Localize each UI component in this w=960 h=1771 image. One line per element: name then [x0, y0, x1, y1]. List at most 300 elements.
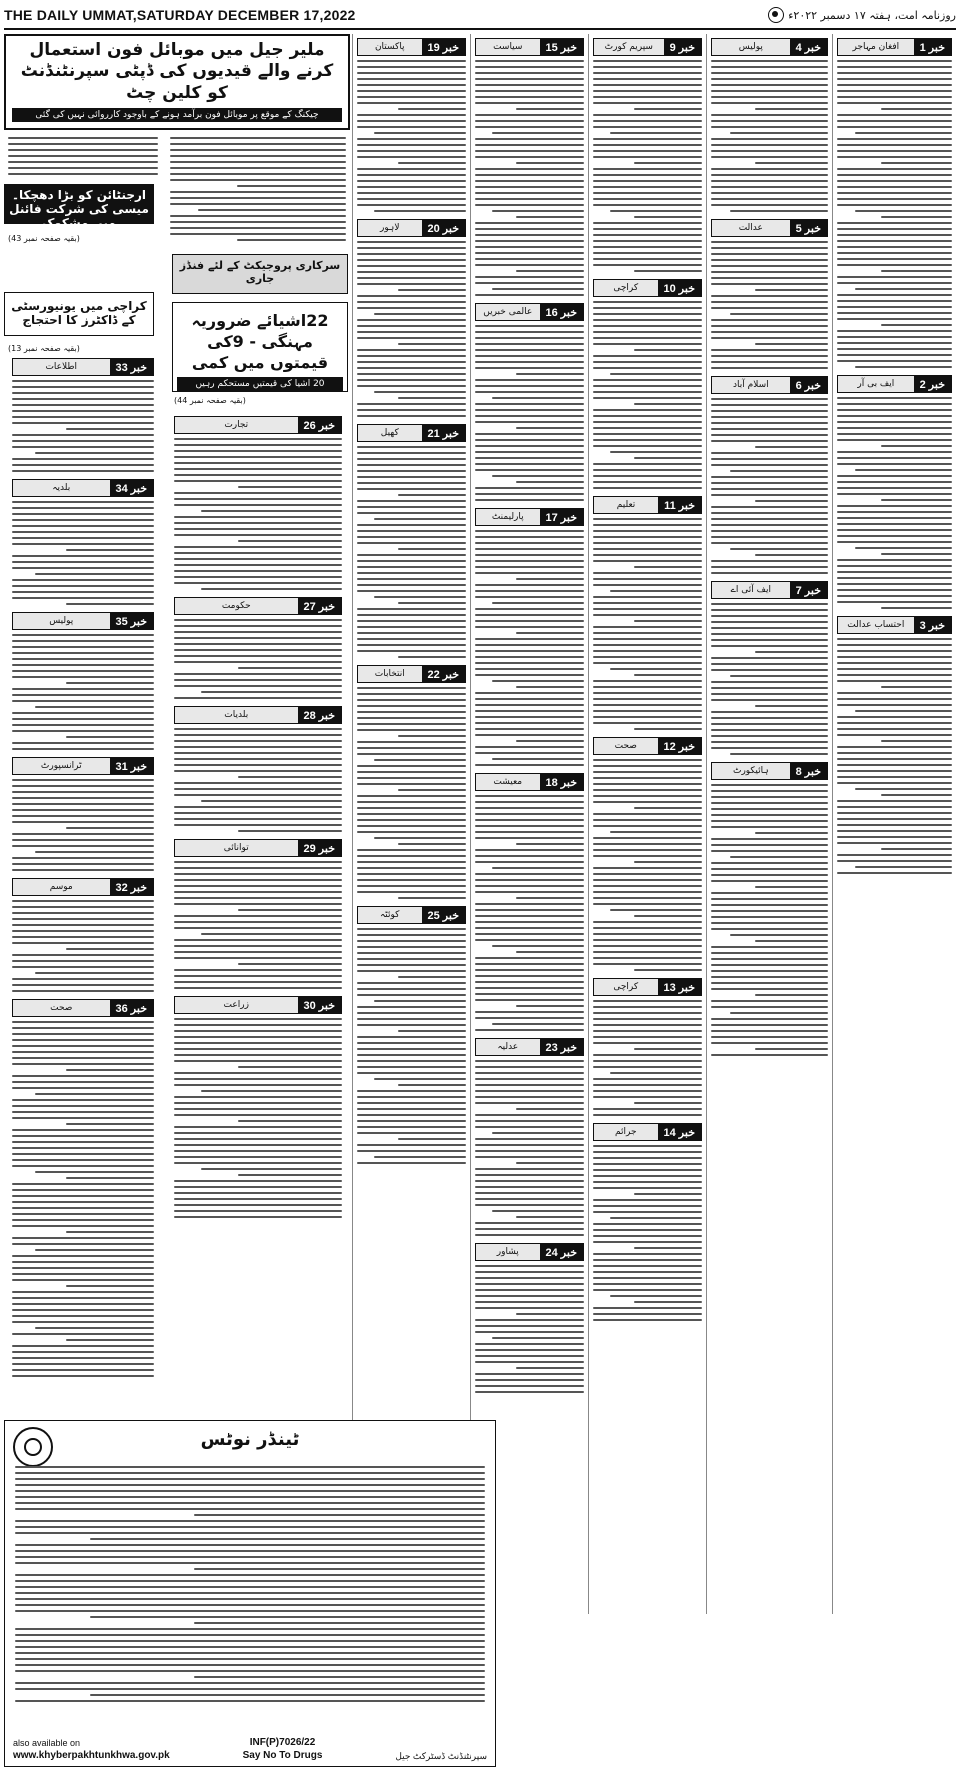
text-line — [610, 831, 702, 833]
text-line — [174, 697, 342, 699]
text-line — [593, 1265, 702, 1267]
text-line — [12, 404, 154, 406]
text-line — [837, 312, 952, 314]
text-line — [398, 789, 466, 791]
lead-story-box — [4, 34, 350, 130]
text-line — [475, 855, 584, 857]
text-line — [593, 1223, 702, 1225]
text-line — [174, 1036, 342, 1038]
text-line — [711, 844, 828, 846]
text-line — [837, 397, 952, 399]
tender-footer-left — [13, 1738, 170, 1762]
news-item-body — [593, 300, 702, 490]
text-line — [357, 825, 466, 827]
text-line — [837, 180, 952, 182]
text-line — [15, 1580, 485, 1582]
text-line — [475, 1265, 584, 1267]
text-line — [837, 354, 952, 356]
text-line — [15, 1628, 485, 1630]
text-line — [837, 764, 952, 766]
news-item-category: تجارت — [175, 417, 298, 433]
text-line — [593, 313, 702, 315]
news-item-body — [357, 927, 466, 1165]
text-line — [357, 72, 466, 74]
text-line — [711, 729, 828, 731]
text-line — [593, 843, 702, 845]
text-line — [475, 379, 584, 381]
text-line — [357, 783, 466, 785]
text-line — [174, 1210, 342, 1212]
text-line — [194, 1514, 485, 1516]
text-line — [12, 1033, 154, 1035]
text-line — [475, 1343, 584, 1345]
text-line — [12, 815, 154, 817]
text-line — [837, 258, 952, 260]
text-line — [610, 1217, 702, 1219]
text-line — [593, 1163, 702, 1165]
news-item-category: ایف آئی اے — [712, 582, 790, 598]
text-line — [516, 270, 584, 272]
text-line — [711, 639, 828, 641]
text-line — [881, 499, 952, 501]
text-line — [475, 1385, 584, 1387]
text-line — [12, 1075, 154, 1077]
text-line — [357, 867, 466, 869]
news-item-body — [593, 758, 702, 972]
text-line — [593, 192, 702, 194]
text-line — [12, 1045, 154, 1047]
text-line — [634, 1048, 702, 1050]
text-line — [12, 1273, 154, 1275]
text-line — [357, 1060, 466, 1062]
text-line — [711, 645, 828, 647]
text-line — [711, 946, 828, 948]
text-line — [837, 204, 952, 206]
text-line — [174, 1150, 342, 1152]
text-line — [90, 1694, 485, 1696]
news-item-body — [12, 778, 154, 872]
text-line — [711, 838, 828, 840]
text-line — [593, 361, 702, 363]
masthead-english: THE DAILY UMMAT,SATURDAY DECEMBER 17,2022 — [4, 7, 356, 23]
text-line — [492, 1132, 584, 1134]
news-item-header — [357, 906, 466, 924]
text-line — [730, 675, 828, 677]
text-line — [837, 90, 952, 92]
text-line — [475, 1349, 584, 1351]
text-line — [12, 1261, 154, 1263]
news-item-header — [593, 1123, 702, 1141]
news-item-header — [593, 496, 702, 514]
text-line — [357, 819, 466, 821]
text-line — [593, 602, 702, 604]
text-line — [711, 271, 828, 273]
text-line — [357, 1048, 466, 1050]
text-line — [174, 468, 342, 470]
text-line — [837, 409, 952, 411]
text-line — [398, 108, 466, 110]
text-line — [593, 951, 702, 953]
text-line — [593, 891, 702, 893]
text-line — [475, 1066, 584, 1068]
text-line — [12, 416, 154, 418]
news-item-header — [12, 757, 154, 775]
text-line — [357, 1012, 466, 1014]
text-line — [593, 1235, 702, 1237]
text-line — [475, 1120, 584, 1122]
text-line — [475, 138, 584, 140]
text-line — [475, 668, 584, 670]
text-line — [35, 706, 154, 708]
text-line — [174, 1084, 342, 1086]
text-line — [593, 560, 702, 562]
text-line — [837, 264, 952, 266]
text-line — [15, 1484, 485, 1486]
text-line — [593, 301, 702, 303]
text-line — [593, 903, 702, 905]
text-line — [475, 445, 584, 447]
text-line — [357, 717, 466, 719]
text-line — [475, 969, 584, 971]
news-item-body — [593, 999, 702, 1117]
text-line — [174, 661, 342, 663]
text-line — [837, 511, 952, 513]
text-line — [837, 752, 952, 754]
text-line — [837, 577, 952, 579]
text-line — [12, 1267, 154, 1269]
text-line — [711, 566, 828, 568]
text-line — [357, 319, 466, 321]
text-line — [755, 1048, 828, 1050]
text-line — [357, 928, 466, 930]
text-line — [475, 391, 584, 393]
text-line — [711, 1042, 828, 1044]
text-line — [837, 674, 952, 676]
text-line — [475, 355, 584, 357]
text-line — [12, 1225, 154, 1227]
text-line — [12, 1141, 154, 1143]
news-column-7 — [706, 34, 832, 1614]
masthead — [4, 2, 956, 30]
text-line — [475, 349, 584, 351]
tender-available-on: also available on — [13, 1738, 81, 1749]
text-line — [357, 470, 466, 472]
text-line — [837, 168, 952, 170]
text-line — [194, 1676, 485, 1678]
text-line — [12, 1351, 154, 1353]
text-line — [837, 644, 952, 646]
text-line — [593, 1289, 702, 1291]
text-line — [357, 174, 466, 176]
text-line — [238, 909, 342, 911]
text-line — [593, 1205, 702, 1207]
text-line — [593, 391, 702, 393]
text-line — [475, 548, 584, 550]
text-line — [12, 1105, 154, 1107]
text-line — [357, 861, 466, 863]
text-line — [12, 464, 154, 466]
text-line — [475, 1198, 584, 1200]
text-line — [475, 276, 584, 278]
text-line — [66, 428, 154, 430]
news-item — [8, 995, 158, 1380]
news-item — [353, 420, 470, 661]
text-line — [711, 434, 828, 436]
text-line — [15, 1544, 485, 1546]
news-item-number: خبر 22 — [422, 666, 466, 682]
text-line — [475, 831, 584, 833]
text-line — [475, 1373, 584, 1375]
news-item-body — [593, 517, 702, 731]
text-line — [711, 355, 828, 357]
text-line — [174, 1108, 342, 1110]
text-line — [174, 474, 342, 476]
text-line — [837, 559, 952, 561]
text-line — [398, 602, 466, 604]
text-line — [174, 1132, 342, 1134]
text-line — [711, 814, 828, 816]
text-line — [35, 1249, 154, 1251]
news-item-header — [711, 376, 828, 394]
text-line — [90, 1616, 485, 1618]
text-line — [593, 819, 702, 821]
text-line — [357, 584, 466, 586]
text-line — [8, 137, 158, 139]
news-item-header — [357, 38, 466, 56]
text-line — [357, 813, 466, 815]
text-line — [174, 806, 342, 808]
text-line — [12, 821, 154, 823]
lead-text-left — [8, 136, 158, 176]
text-line — [357, 307, 466, 309]
text-line — [12, 984, 154, 986]
text-line — [837, 120, 952, 122]
text-line — [475, 921, 584, 923]
text-line — [837, 282, 952, 284]
price-headline: 22اشیائے ضروریہ مہنگی - 9کی قیمتوں میں کمی — [191, 311, 329, 372]
text-line — [711, 1036, 828, 1038]
text-line — [475, 168, 584, 170]
text-line — [357, 367, 466, 369]
text-line — [475, 1126, 584, 1128]
text-line — [12, 1201, 154, 1203]
text-line — [12, 640, 154, 642]
text-line — [475, 939, 584, 941]
text-line — [398, 1138, 466, 1140]
text-line — [475, 96, 584, 98]
text-line — [238, 1174, 342, 1176]
text-line — [855, 210, 952, 212]
text-line — [593, 554, 702, 556]
text-line — [475, 252, 584, 254]
text-line — [357, 572, 466, 574]
text-line — [12, 579, 154, 581]
text-line — [711, 970, 828, 972]
text-line — [357, 705, 466, 707]
text-line — [475, 385, 584, 387]
text-line — [492, 288, 584, 290]
text-line — [12, 1189, 154, 1191]
text-line — [634, 969, 702, 971]
text-line — [357, 349, 466, 351]
text-line — [711, 524, 828, 526]
text-line — [711, 560, 828, 562]
text-line — [593, 66, 702, 68]
text-line — [711, 988, 828, 990]
text-line — [475, 325, 584, 327]
text-line — [15, 1520, 485, 1522]
text-line — [837, 84, 952, 86]
text-line — [593, 168, 702, 170]
text-line — [730, 856, 828, 858]
text-line — [357, 488, 466, 490]
text-line — [357, 120, 466, 122]
text-line — [12, 513, 154, 515]
text-line — [593, 409, 702, 411]
text-line — [711, 144, 828, 146]
news-item-header — [357, 665, 466, 683]
text-line — [475, 1114, 584, 1116]
news-item-number: خبر 27 — [298, 598, 342, 614]
news-item-body — [711, 240, 828, 370]
text-line — [711, 72, 828, 74]
text-line — [475, 228, 584, 230]
text-line — [12, 519, 154, 521]
text-line — [15, 1646, 485, 1648]
text-line — [711, 687, 828, 689]
text-line — [593, 548, 702, 550]
text-line — [837, 144, 952, 146]
text-line — [374, 1000, 466, 1002]
text-line — [174, 655, 342, 657]
text-line — [837, 758, 952, 760]
text-line — [170, 215, 346, 217]
text-line — [174, 1144, 342, 1146]
text-line — [12, 531, 154, 533]
text-line — [475, 710, 584, 712]
text-line — [837, 433, 952, 435]
text-line — [475, 1078, 584, 1080]
text-line — [15, 1574, 485, 1576]
news-item — [8, 753, 158, 874]
text-line — [174, 450, 342, 452]
text-line — [475, 566, 584, 568]
news-item-number: خبر 15 — [540, 39, 584, 55]
left-col-stories — [8, 354, 158, 1380]
text-line — [357, 879, 466, 881]
news-item-category: جرائم — [594, 1124, 658, 1140]
text-line — [593, 415, 702, 417]
text-line — [593, 1030, 702, 1032]
news-item-category: افغان مہاجر — [838, 39, 914, 55]
text-line — [174, 528, 342, 530]
text-line — [593, 945, 702, 947]
text-line — [174, 534, 342, 536]
text-line — [357, 1162, 466, 1164]
text-line — [711, 259, 828, 261]
text-line — [174, 1180, 342, 1182]
text-line — [475, 174, 584, 176]
text-line — [12, 1135, 154, 1137]
text-line — [730, 548, 828, 550]
text-line — [711, 928, 828, 930]
text-line — [238, 830, 342, 832]
text-line — [174, 1138, 342, 1140]
news-item-number: خبر 12 — [658, 738, 702, 754]
text-line — [475, 1295, 584, 1297]
text-line — [475, 186, 584, 188]
text-line — [12, 1087, 154, 1089]
text-line — [170, 191, 346, 193]
text-line — [12, 1237, 154, 1239]
text-line — [12, 634, 154, 636]
text-line — [475, 337, 584, 339]
text-line — [398, 1084, 466, 1086]
news-item-number: خبر 13 — [658, 979, 702, 995]
text-line — [593, 1084, 702, 1086]
text-line — [12, 1219, 154, 1221]
text-line — [593, 771, 702, 773]
text-line — [357, 729, 466, 731]
text-line — [837, 583, 952, 585]
news-item — [353, 215, 470, 420]
text-line — [12, 839, 154, 841]
sub-ref-1: (بقیہ صفحہ نمبر 13) — [8, 344, 80, 353]
text-line — [837, 240, 952, 242]
text-line — [475, 626, 584, 628]
text-line — [755, 343, 828, 345]
text-line — [12, 712, 154, 714]
text-line — [174, 576, 342, 578]
text-line — [593, 783, 702, 785]
tender-slogan: Say No To Drugs — [242, 1750, 323, 1761]
text-line — [12, 585, 154, 587]
text-line — [711, 627, 828, 629]
text-line — [475, 957, 584, 959]
text-line — [357, 693, 466, 695]
news-item-header — [837, 616, 952, 634]
text-line — [475, 493, 584, 495]
text-line — [711, 464, 828, 466]
text-line — [837, 300, 952, 302]
text-line — [357, 325, 466, 327]
tender-notice — [4, 1420, 496, 1767]
text-line — [837, 102, 952, 104]
text-line — [837, 306, 952, 308]
text-line — [357, 711, 466, 713]
text-line — [593, 837, 702, 839]
text-line — [357, 1066, 466, 1068]
text-line — [15, 1562, 485, 1564]
news-item-category: عالمی خبریں — [476, 304, 540, 320]
text-line — [174, 891, 342, 893]
news-item-header — [357, 424, 466, 442]
news-item-header — [475, 1038, 584, 1056]
text-line — [837, 66, 952, 68]
text-line — [593, 1024, 702, 1026]
text-line — [475, 1174, 584, 1176]
text-line — [755, 994, 828, 996]
text-line — [357, 271, 466, 273]
text-line — [194, 1568, 485, 1570]
text-line — [12, 537, 154, 539]
news-column-6 — [588, 34, 706, 1614]
text-line — [593, 939, 702, 941]
text-line — [516, 740, 584, 742]
text-line — [593, 1241, 702, 1243]
text-line — [357, 1126, 466, 1128]
text-line — [174, 951, 342, 953]
